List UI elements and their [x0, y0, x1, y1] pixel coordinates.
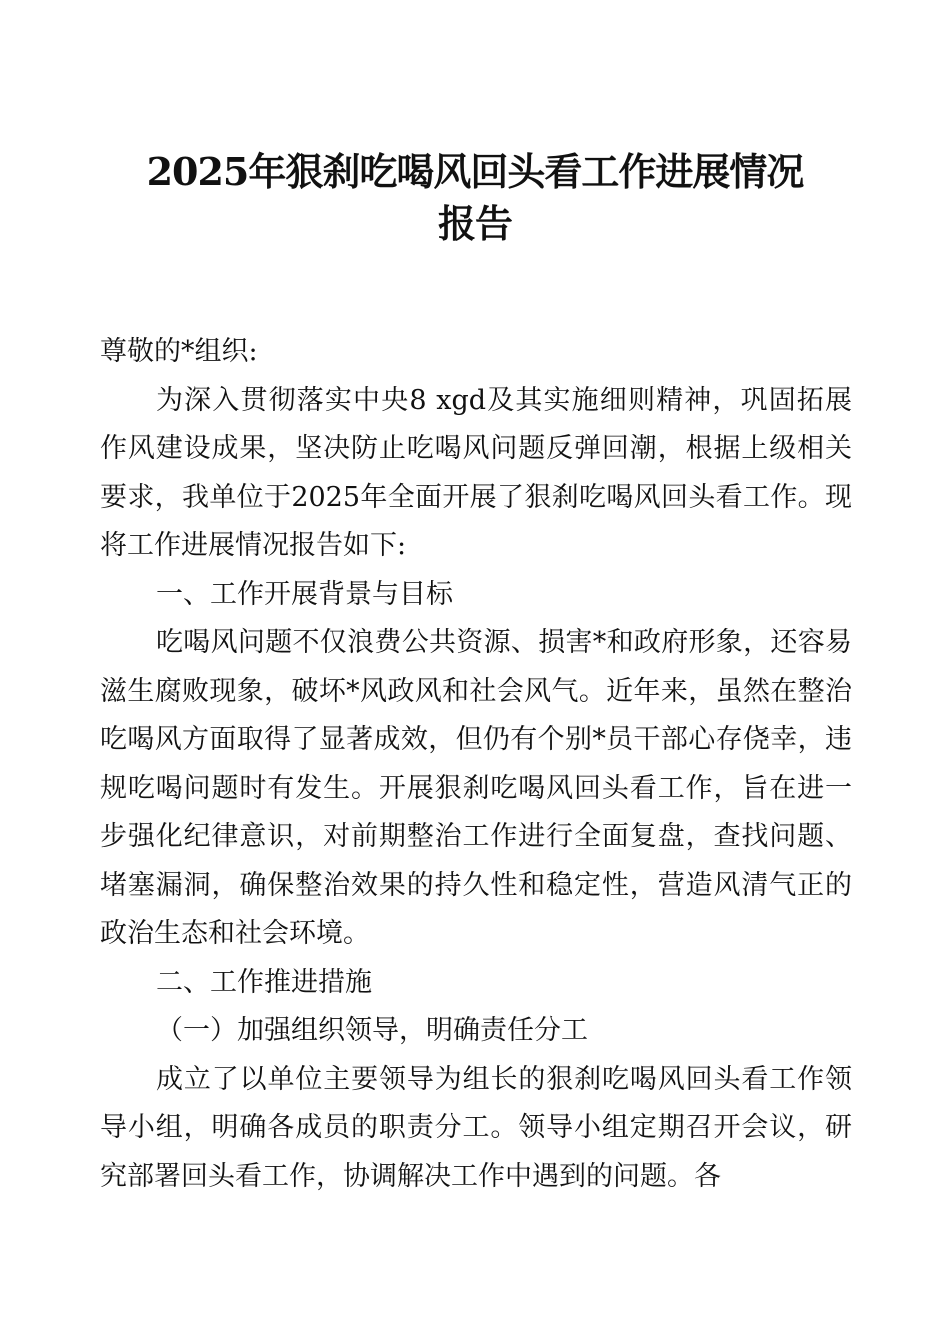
document-body: [100, 328, 852, 1201]
background-paragraph: 吃喝风问题不仅浪费公共资源、损害*和政府形象，还容易滋生腐败现象，破坏*风政风和社会风气。近年来，虽然在整治吃喝风方面取得了显著成效，但仍有个别*员干部心存侥幸，违规吃喝问题时有发生。开展狠刹吃喝风回头看工作，旨在进一步强化纪律意识，对前期整治工作进行全面复盘，查找问题、堵塞漏洞，确保整治效果的持久性和稳定性，营造风清气正的政治生态和社会环境。: [100, 627, 852, 949]
subsection-heading-1: （一）加强组织领导，明确责任分工: [156, 1015, 588, 1046]
intro-paragraph: 为深入贯彻落实中央8 xgd及其实施细则精神，巩固拓展作风建设成果，坚决防止吃喝风问题反弹回潮，根据上级相关要求，我单位于2025年全面开展了狠刹吃喝风回头看工作。现将工作进展情况报告如下:: [100, 384, 852, 561]
section-heading-2: 二、工作推进措施: [156, 966, 372, 998]
measures-paragraph: 成立了以单位主要领导为组长的狠刹吃喝风回头看工作领导小组，明确各成员的职责分工。领导小组定期召开会议，研究部署回头看工作，协调解决工作中遇到的问题。各: [100, 1063, 852, 1192]
section-heading-1: 一、工作开展背景与目标: [156, 578, 453, 610]
salutation: 尊敬的*组织:: [100, 336, 258, 367]
document-title-line-1: 2025年狠刹吃喝风回头看工作进展情况: [146, 149, 804, 194]
document-title-line-2: 报告: [437, 201, 512, 246]
